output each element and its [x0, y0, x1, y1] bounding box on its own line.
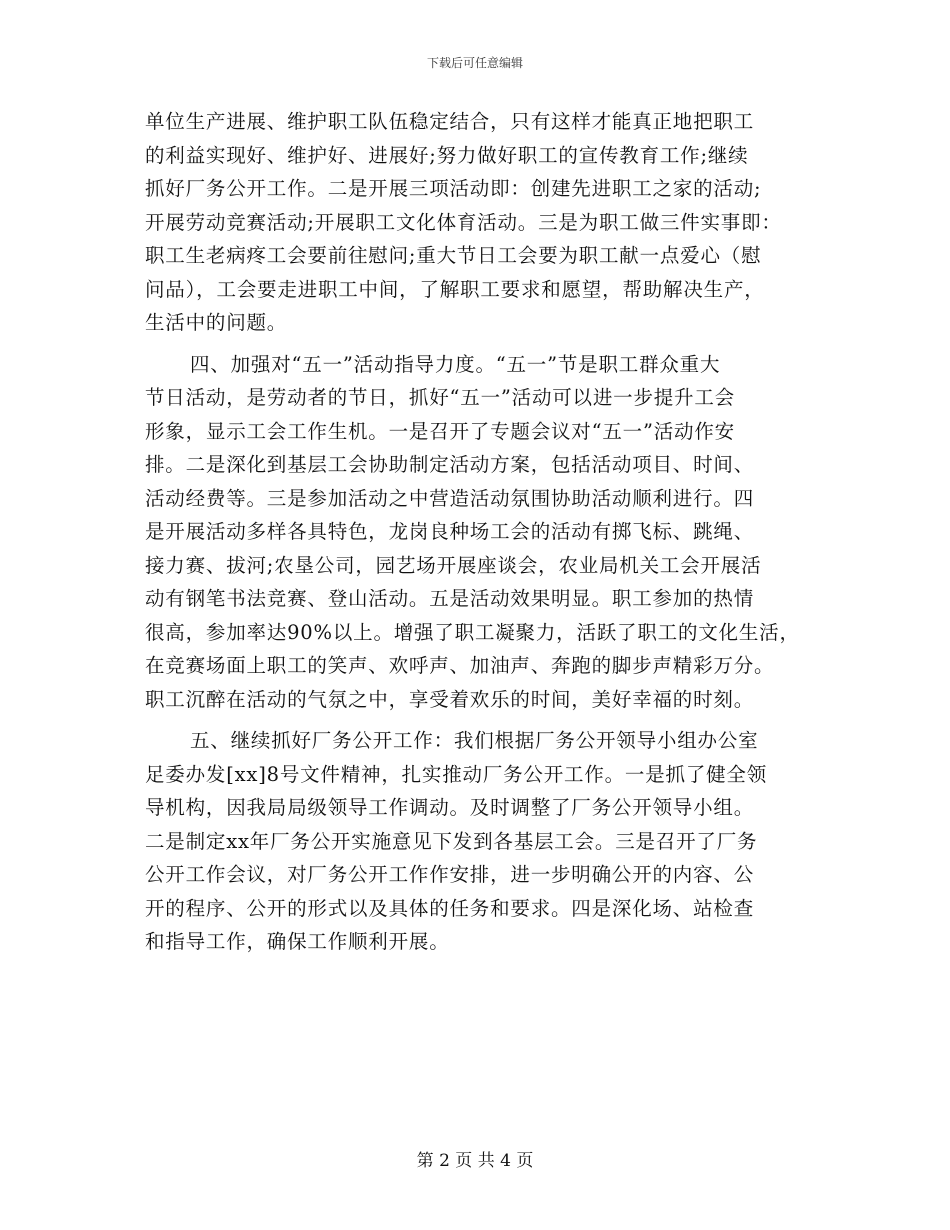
text-line: 职工生老病疼工会要前往慰问;重大节日工会要为职工献一点爱心（慰 [145, 244, 762, 267]
paragraph [145, 105, 810, 340]
text-line: 活动经费等。三是参加活动之中营造活动氛围协助活动顺利进行。四 [145, 486, 755, 510]
text-line: 导机构，因我局局级领导工作调动。及时调整了厂务公开领导小组。 [145, 796, 755, 819]
text-line: 节日活动，是劳动者的节日，抓好“五一”活动可以进一步提升工会 [145, 386, 735, 409]
page-number-footer: 第 2 页 共 4 页 [416, 1151, 534, 1171]
text-line: 二是制定xx年厂务公开实施意见下发到各基层工会。三是召开了厂务 [145, 829, 758, 853]
text-line: 职工沉醉在活动的气氛之中，享受着欢乐的时间，美好幸福的时刻。 [145, 687, 755, 711]
text-line: 抓好厂务公开工作。二是开展三项活动即：创建先进职工之家的活动; [145, 177, 762, 200]
text-line: 排。二是深化到基层工会协助制定活动方案，包括活动项目、时间、 [145, 453, 755, 476]
text-line: 是开展活动多样各具特色，龙岗良种场工会的活动有掷飞标、跳绳、 [145, 520, 755, 543]
text-line: 形象，显示工会工作生机。一是召开了专题会议对“五一”活动作安 [145, 419, 735, 443]
text-line: 足委办发[xx]8号文件精神，扎实推动厂务公开工作。一是抓了健全领 [145, 762, 768, 786]
text-line: 开展劳动竞赛活动;开展职工文化体育活动。三是为职工做三件实事即： [145, 210, 782, 234]
text-line: 问品），工会要走进职工中间，了解职工要求和愿望，帮助解决生产， [145, 277, 765, 301]
text-line: 很高，参加率达90%以上。增强了职工凝聚力，活跃了职工的文化生活， [145, 620, 800, 644]
text-line: 开的程序、公开的形式以及具体的任务和要求。四是深化场、站检查 [145, 896, 755, 920]
page-header-note: 下载后可任意编辑 [426, 56, 523, 70]
text-line: 四、加强对“五一”活动指导力度。“五一”节是职工群众重大 [190, 352, 721, 376]
paragraph [145, 724, 810, 959]
document-body [145, 105, 810, 959]
paragraph [145, 348, 810, 717]
text-line: 生活中的问题。 [145, 311, 288, 334]
text-line: 和指导工作，确保工作顺利开展。 [145, 930, 450, 953]
text-line: 接力赛、拔河;农垦公司，园艺场开展座谈会，农业局机关工会开展活 [145, 553, 762, 577]
text-line: 动有钢笔书法竞赛、登山活动。五是活动效果明显。职工参加的热情 [145, 587, 755, 610]
text-line: 公开工作会议，对厂务公开工作作安排，进一步明确公开的内容、公 [145, 863, 755, 886]
text-line: 单位生产进展、维护职工队伍稳定结合，只有这样才能真正地把职工 [145, 110, 755, 133]
text-line: 的利益实现好、维护好、进展好;努力做好职工的宣传教育工作;继续 [145, 143, 749, 167]
text-line: 在竞赛场面上职工的笑声、欢呼声、加油声、奔跑的脚步声精彩万分。 [145, 654, 775, 677]
text-line: 五、继续抓好厂务公开工作：我们根据厂务公开领导小组办公室 [190, 729, 759, 752]
